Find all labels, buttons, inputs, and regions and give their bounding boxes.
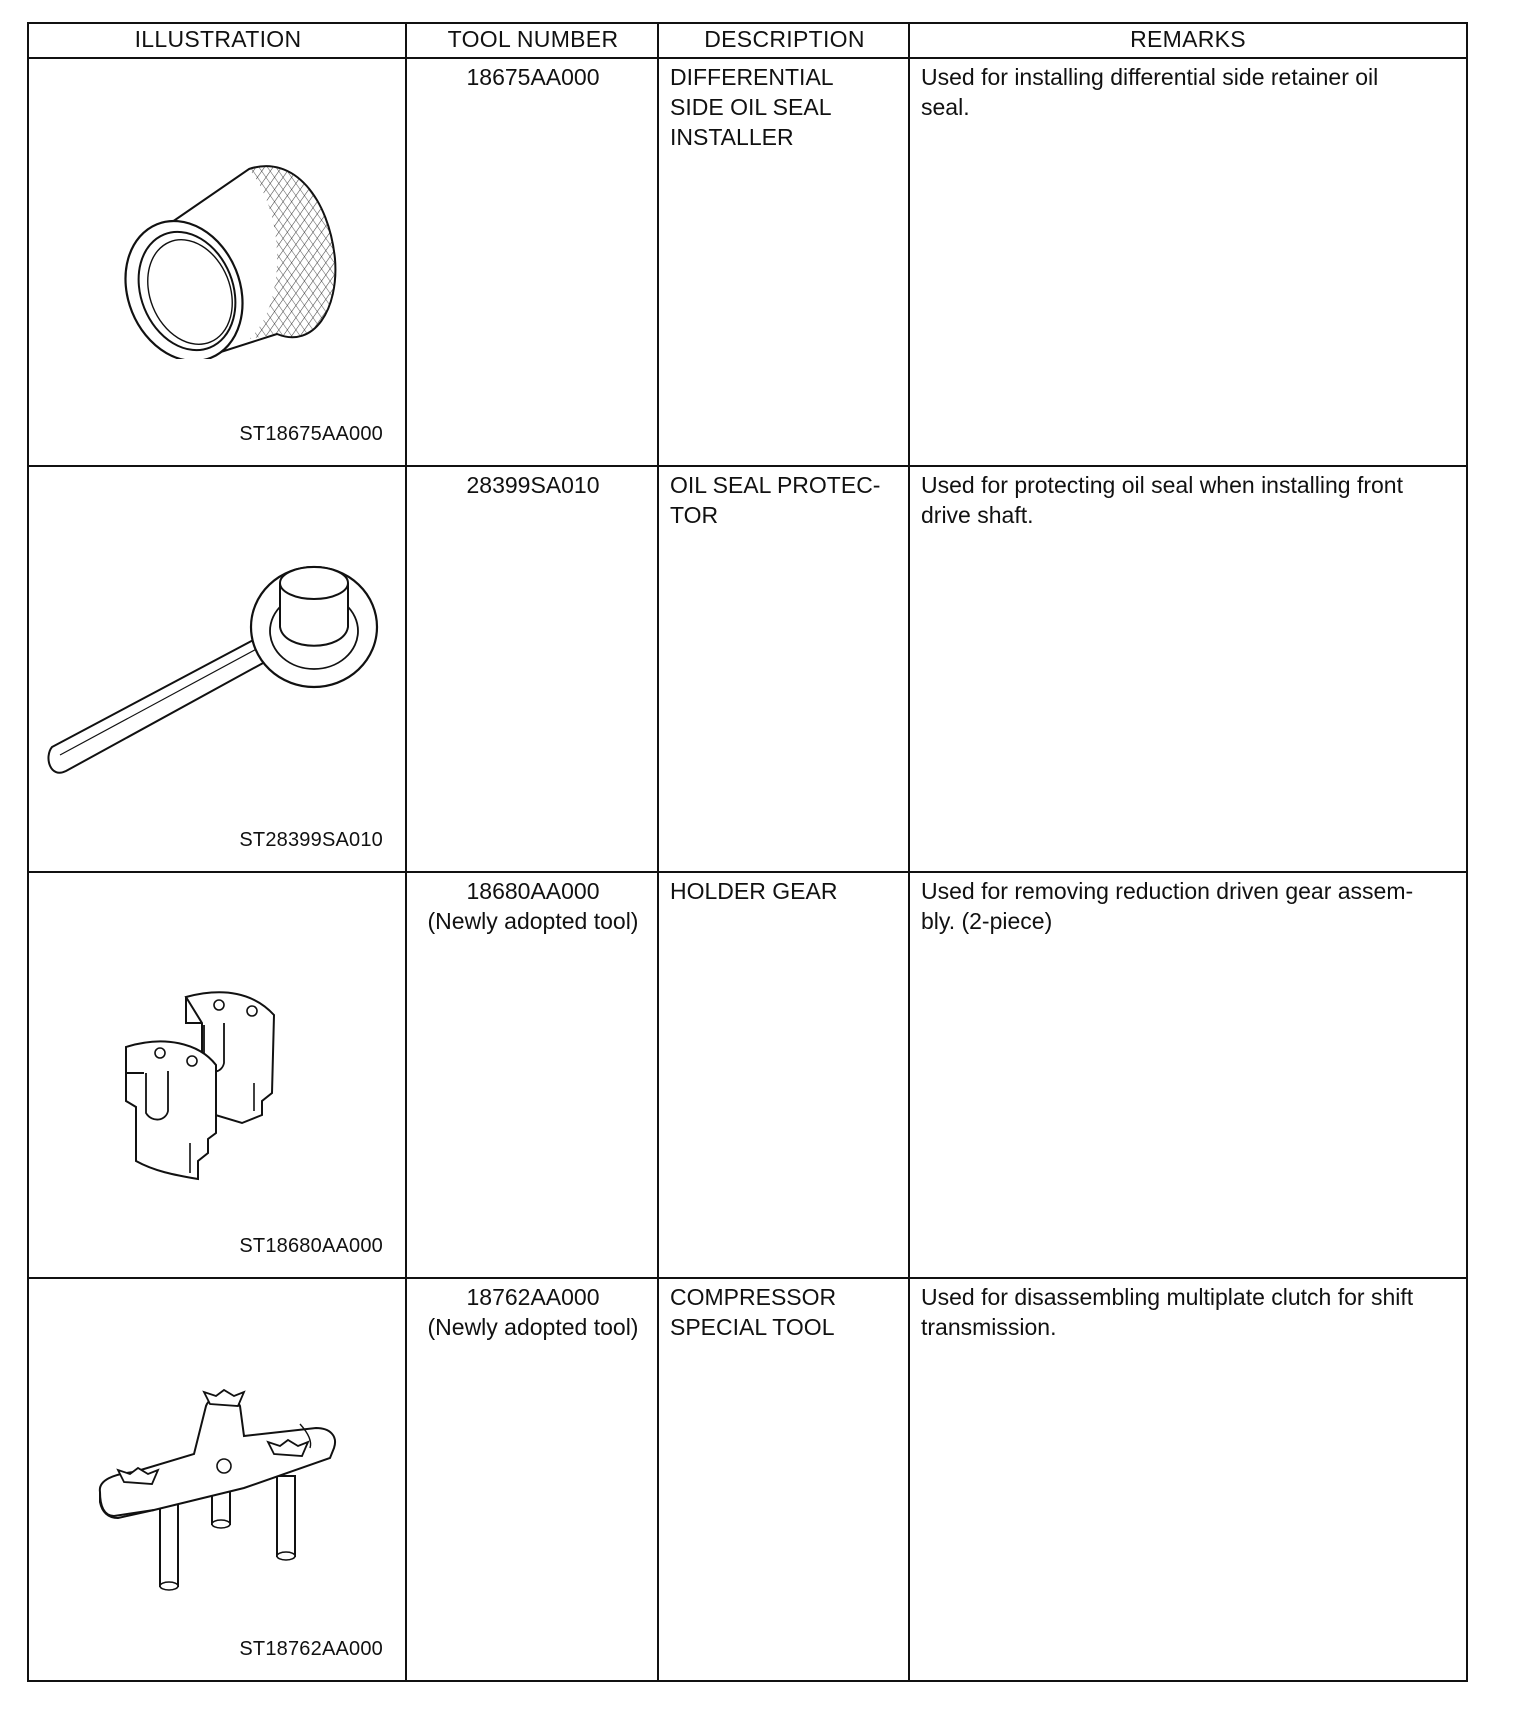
header-illustration: ILLUSTRATION: [134, 26, 302, 52]
illustration-code: ST18762AA000: [239, 1638, 383, 1660]
description-line: TOR: [670, 502, 719, 528]
tool-number: 18762AA000: [466, 1284, 600, 1310]
oil-seal-installer-icon: [99, 159, 349, 359]
illustration-code: ST28399SA010: [239, 829, 383, 851]
tool-number-cell: [407, 467, 659, 871]
table-row: [29, 1277, 1466, 1680]
header-tool-number: TOOL NUMBER: [447, 26, 619, 52]
description-cell: [659, 1279, 910, 1680]
special-tools-table: [27, 22, 1468, 1682]
description-cell: [659, 59, 910, 465]
description-line: SPECIAL TOOL: [670, 1314, 835, 1340]
column-divider: [405, 24, 407, 1680]
header-description: DESCRIPTION: [704, 26, 865, 52]
tool-number-cell: [407, 873, 659, 1277]
description-line: HOLDER GEAR: [670, 878, 838, 904]
illustration-cell: [29, 1279, 407, 1680]
remarks-cell: [910, 1279, 1466, 1680]
illustration-cell: [29, 873, 407, 1277]
remarks-line: transmission.: [921, 1314, 1057, 1340]
table-header: [29, 24, 1466, 59]
illustration-code: ST18675AA000: [239, 423, 383, 445]
tool-note: (Newly adopted tool): [427, 1314, 639, 1340]
tool-note: (Newly adopted tool): [427, 908, 639, 934]
table-row: [29, 59, 1466, 465]
description-cell: [659, 467, 910, 871]
illustration-code: ST18680AA000: [239, 1235, 383, 1257]
description-line: COMPRESSOR: [670, 1284, 837, 1310]
remarks-line: bly. (2-piece): [921, 908, 1053, 934]
remarks-cell: [910, 59, 1466, 465]
remarks-line: Used for installing differential side retainer oil: [921, 64, 1379, 90]
illustration-cell: [29, 467, 407, 871]
remarks-line: Used for protecting oil seal when installing front: [921, 472, 1403, 498]
tool-number: 18680AA000: [466, 878, 600, 904]
column-divider: [657, 24, 659, 1680]
remarks-cell: [910, 873, 1466, 1277]
illustration-cell: [29, 59, 407, 465]
description-line: SIDE OIL SEAL: [670, 94, 832, 120]
remarks-line: seal.: [921, 94, 970, 120]
tool-number-cell: [407, 59, 659, 465]
table-row: [29, 465, 1466, 871]
description-line: INSTALLER: [670, 124, 794, 150]
remarks-line: Used for removing reduction driven gear assem-: [921, 878, 1414, 904]
tool-number: 18675AA000: [466, 64, 600, 90]
remarks-cell: [910, 467, 1466, 871]
column-divider: [908, 24, 910, 1680]
header-remarks: REMARKS: [1130, 26, 1246, 52]
table-row: [29, 871, 1466, 1277]
tool-number: 28399SA010: [466, 472, 600, 498]
remarks-line: drive shaft.: [921, 502, 1034, 528]
description-line: OIL SEAL PROTEC-: [670, 472, 881, 498]
oil-seal-protector-icon: [44, 557, 404, 787]
description-cell: [659, 873, 910, 1277]
remarks-line: Used for disassembling multiplate clutch for shift: [921, 1284, 1414, 1310]
holder-gear-icon: [124, 983, 324, 1193]
description-line: DIFFERENTIAL: [670, 64, 834, 90]
tool-number-cell: [407, 1279, 659, 1680]
compressor-special-tool-icon: [94, 1384, 364, 1594]
